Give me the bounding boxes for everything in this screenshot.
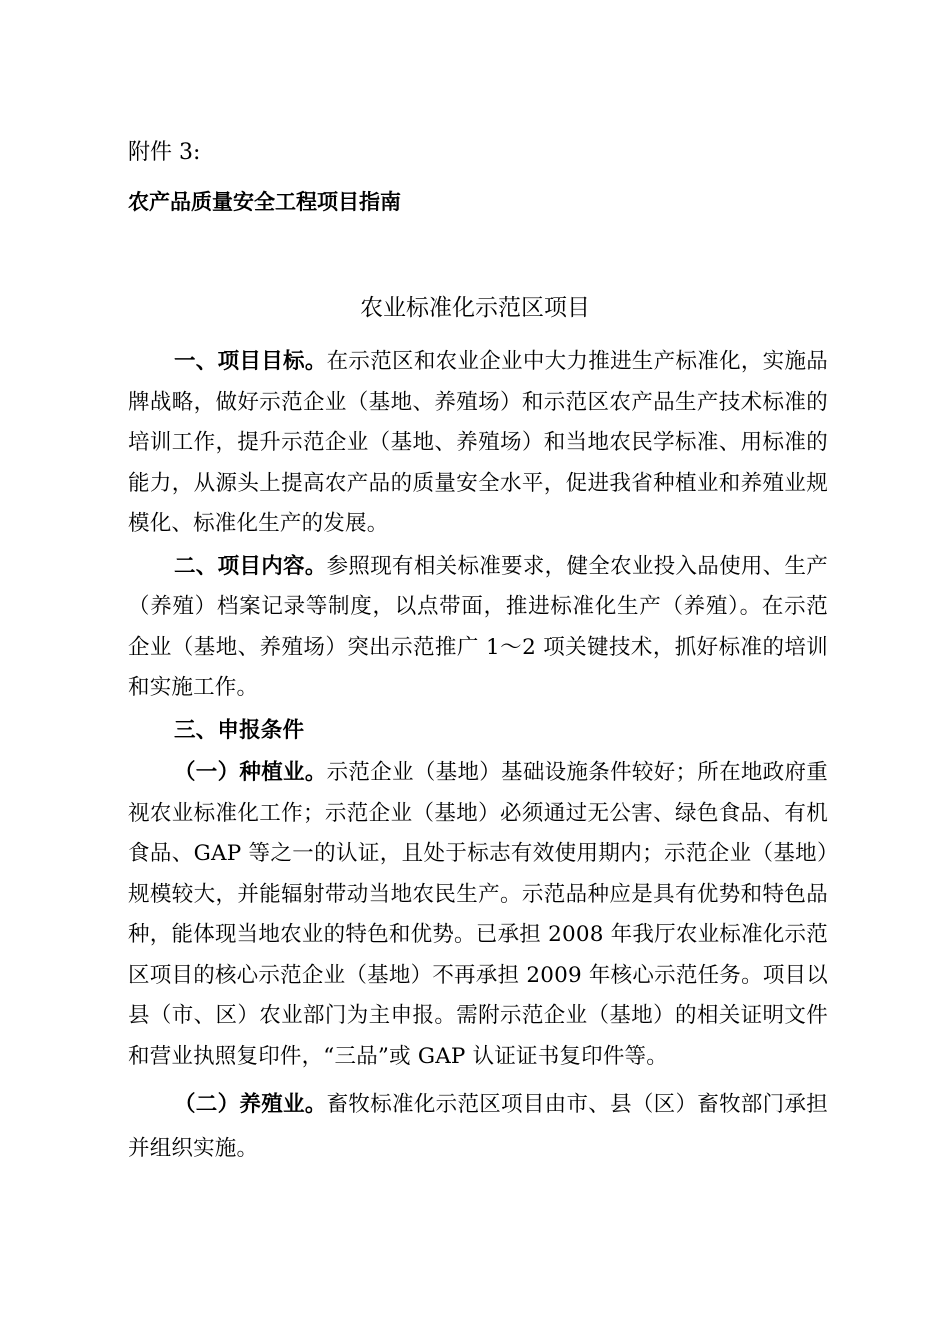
section-title: 农业标准化示范区项目 [360,295,590,321]
paragraph-heading: （一）种植业。 [174,760,327,785]
paragraph-heading: 三、申报条件 [174,717,305,743]
paragraph-application-conditions [128,711,828,752]
paragraph-text: 示范企业（基地）基础设施条件较好；所在地政府重视农业标准化工作；示范企业（基地）必须通过无公害、绿色食品、有机食品、GAP 等之一的认证，且处于标志有效使用期内；示范企业（基地）规模较大，并能辐射带动当地农民生产。示范品种应是具有优势和特色品种，能体现当地农业的特色和优势。已承担 2008 年我厅农业标准化示范区项目的核心示范企业（基地）不再承担 2009 年核心示范任务。项目以县（市、区）农业部门为主申报。需附示范企业（基地）的相关证明文件和营业执照复印件，“三品”或 GAP 认证证书复印件等。 [128,760,828,1069]
paragraph-project-goal [128,342,828,545]
paragraph-heading: 二、项目内容。 [174,553,327,579]
document-body [128,342,828,1173]
document-title: 农产品质量安全工程项目指南 [128,190,401,214]
paragraph-text: 在示范区和农业企业中大力推进生产标准化，实施品牌战略，做好示范企业（基地、养殖场）和示范区农产品生产技术标准的培训工作，提升示范企业（基地、养殖场）和当地农民学标准、用标准的能力，从源头上提高农产品的质量安全水平，促进我省种植业和养殖业规模化、标准化生产的发展。 [128,349,828,536]
paragraph-planting [128,753,828,1077]
paragraph-project-content [128,547,828,709]
paragraph-text: 参照现有相关标准要求，健全农业投入品使用、生产（养殖）档案记录等制度，以点带面，推进标准化生产（养殖）。在示范企业（基地、养殖场）突出示范推广 1～2 项关键技术，抓好标准的培训和实施工作。 [128,553,828,700]
paragraph-heading: （二）养殖业。 [174,1092,327,1117]
attachment-label: 附件 3: [128,140,201,165]
paragraph-breeding [128,1083,828,1171]
paragraph-heading: 一、项目目标。 [174,349,327,374]
paragraph-text: 畜牧标准化示范区项目由市、县（区）畜牧部门承担并组织实施。 [128,1092,828,1161]
